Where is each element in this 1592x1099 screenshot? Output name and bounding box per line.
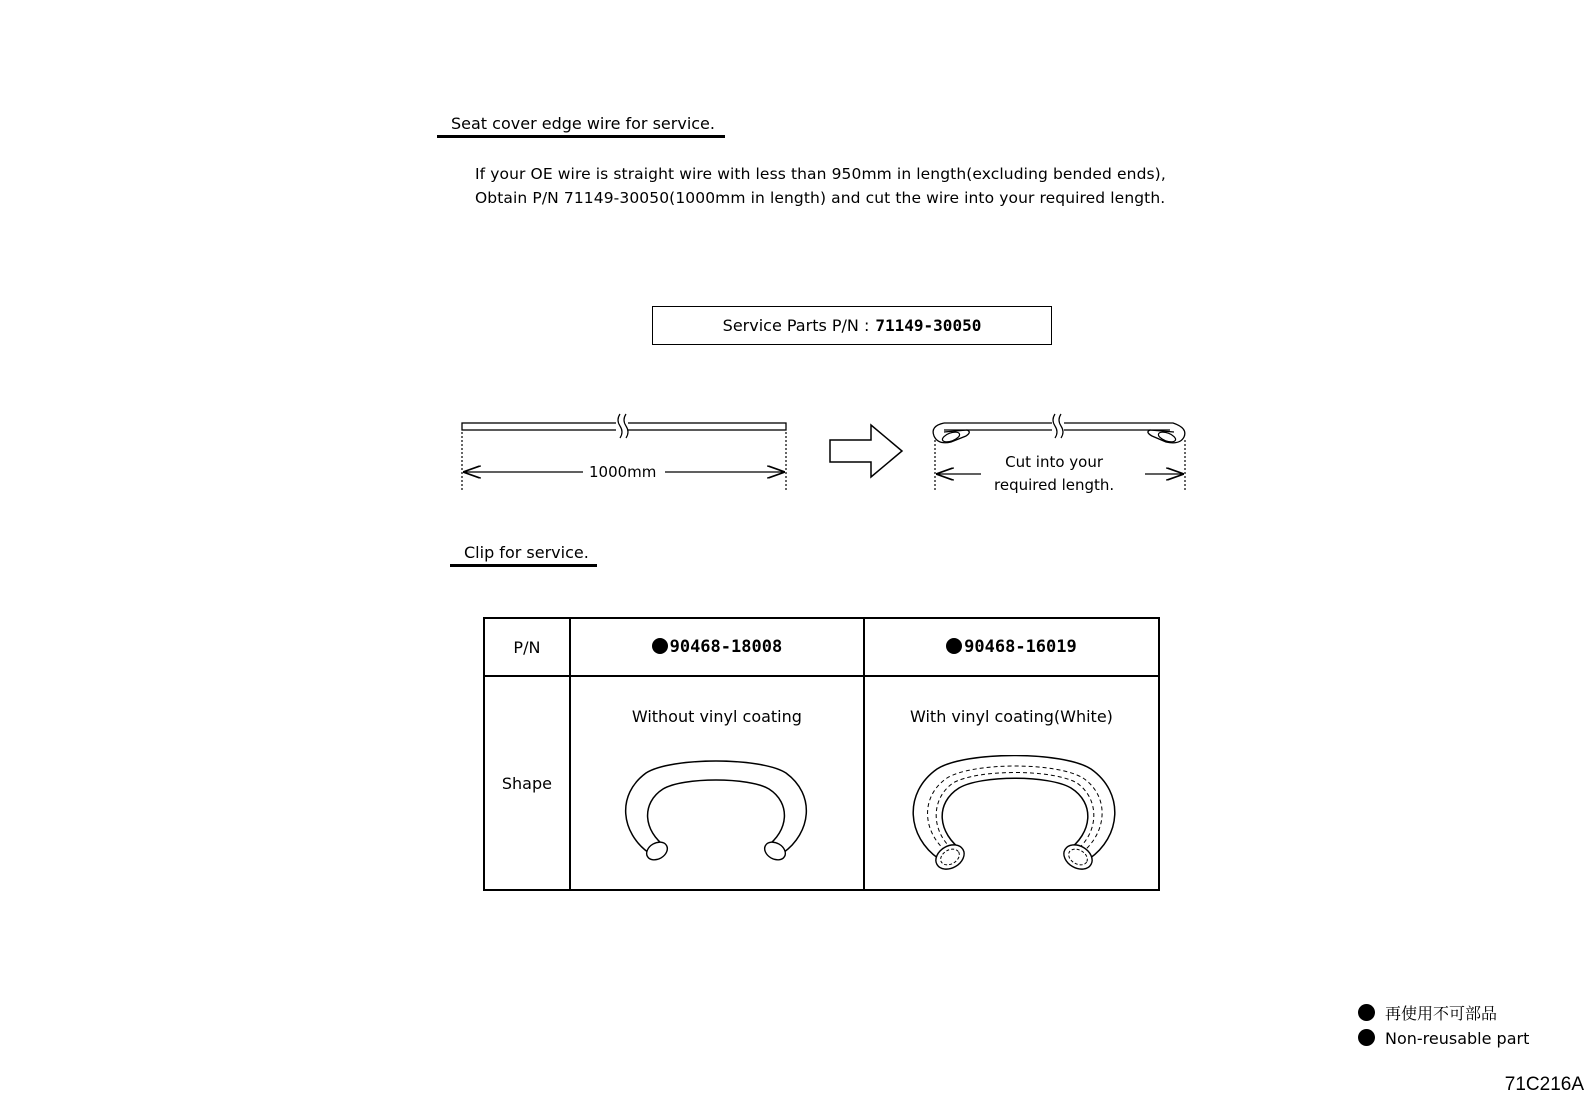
clip-part-number-1: 90468-18008 bbox=[669, 637, 783, 657]
legend-text-jp: 再使用不可部品 bbox=[1385, 1004, 1498, 1023]
legend-line-jp bbox=[1358, 1001, 1529, 1026]
service-parts-label: Service Parts P/N : bbox=[722, 316, 870, 335]
shape-row bbox=[484, 676, 1159, 890]
non-reusable-dot-icon bbox=[1358, 1004, 1375, 1021]
non-reusable-dot-icon bbox=[1358, 1029, 1375, 1046]
cut-instruction-line-2: required length. bbox=[994, 476, 1115, 494]
cut-instruction-line-1: Cut into your bbox=[1005, 453, 1104, 471]
shape-caption-1: Without vinyl coating bbox=[631, 707, 802, 726]
intro-line-1: If your OE wire is straight wire with less than 950mm in length(excluding bended ends), bbox=[475, 165, 1166, 183]
length-label: 1000mm bbox=[589, 463, 657, 481]
clip-table bbox=[483, 617, 1160, 891]
bent-wire bbox=[933, 414, 1185, 444]
right-arrow-icon bbox=[830, 425, 902, 477]
pn-header: P/N bbox=[484, 618, 570, 676]
intro-line-2: Obtain P/N 71149-30050(1000mm in length) and cut the wire into your required length. bbox=[475, 188, 1166, 207]
shape-cell-1 bbox=[570, 676, 864, 890]
pn-row bbox=[484, 618, 1159, 676]
legend-line-en bbox=[1358, 1026, 1529, 1051]
legend bbox=[1358, 1001, 1529, 1051]
non-reusable-dot-icon bbox=[946, 638, 962, 654]
straight-wire bbox=[462, 414, 786, 438]
shape-caption-2: With vinyl coating(White) bbox=[910, 707, 1113, 726]
section-heading-clip: Clip for service. bbox=[450, 543, 597, 567]
figure-code: 71C216A bbox=[1504, 1074, 1584, 1095]
clip-vinyl-coated-icon bbox=[905, 755, 1125, 880]
clip-uncoated-icon bbox=[611, 755, 821, 875]
pn-cell-2 bbox=[864, 618, 1159, 676]
non-reusable-dot-icon bbox=[652, 638, 668, 654]
clip-part-number-2: 90468-16019 bbox=[964, 637, 1077, 657]
shape-header: Shape bbox=[484, 676, 570, 890]
legend-text-en: Non-reusable part bbox=[1385, 1029, 1530, 1048]
service-part-number: 71149-30050 bbox=[875, 316, 982, 335]
pn-cell-1 bbox=[570, 618, 864, 676]
shape-cell-2 bbox=[864, 676, 1159, 890]
cut-instruction bbox=[994, 451, 1114, 497]
section-heading-edge-wire: Seat cover edge wire for service. bbox=[437, 114, 725, 138]
